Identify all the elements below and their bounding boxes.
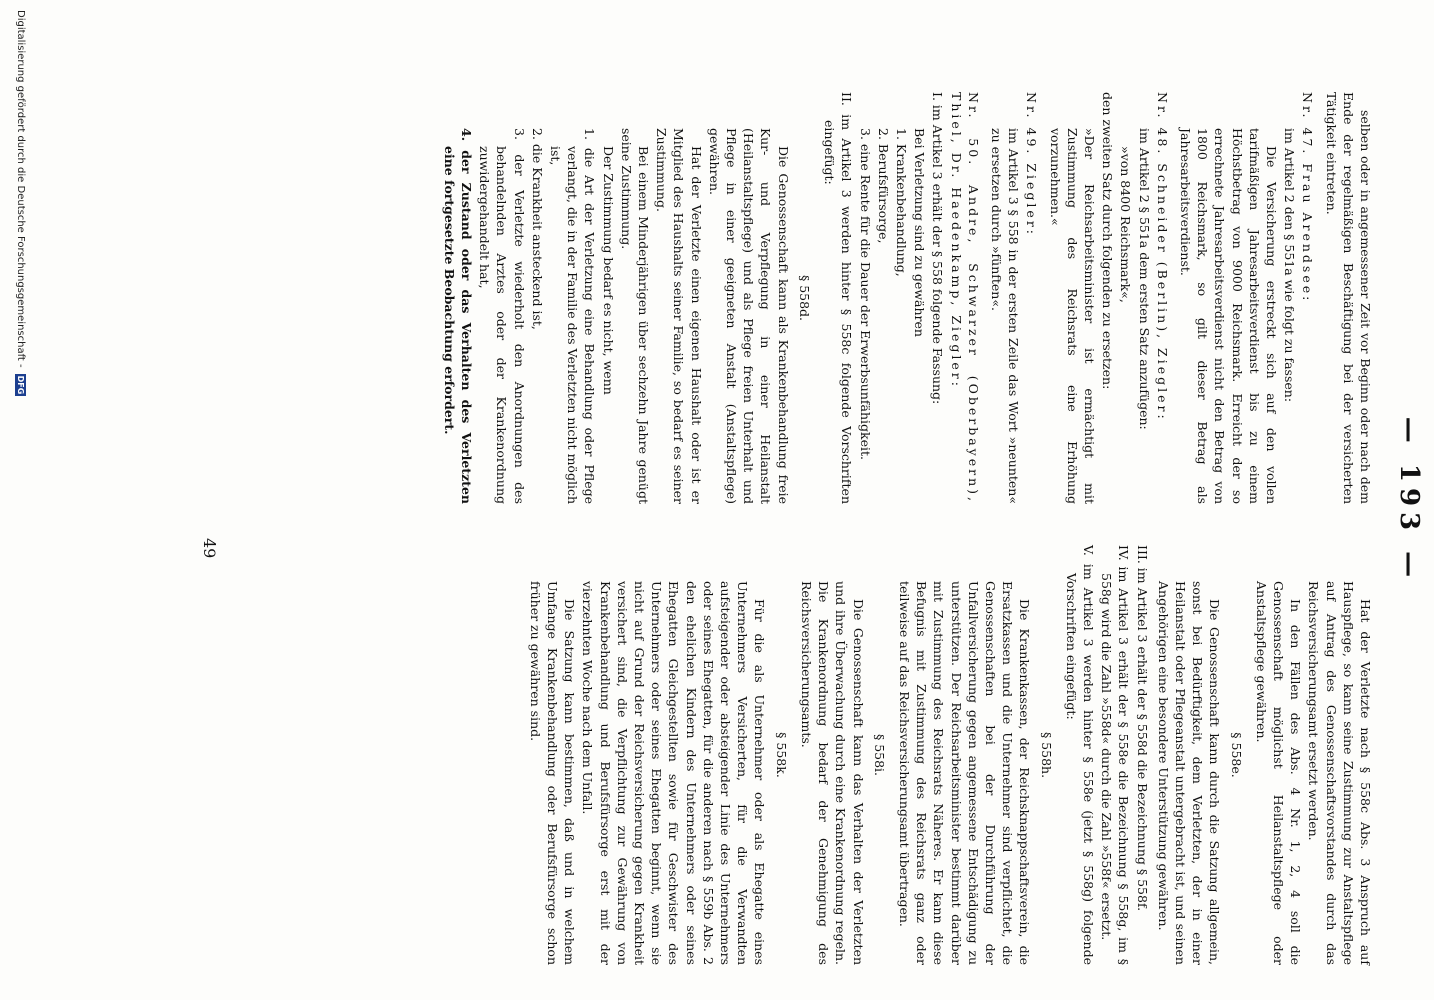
list-item: 3. eine Rente für die Dauer der Erwerbsunfähigkeit. [857, 128, 873, 460]
digitization-footer [15, 10, 26, 396]
page-header: — 193 — [1394, 416, 1424, 584]
section-title: § 558k. [773, 732, 789, 778]
paragraph: Die Genossenschaft kann das Verhalten der Verletzten und ihre Überwachung durch eine Krankenordnung regeln. Die Krankenordnung bedarf der Genehmigung des Reichsversicherungsamts. [798, 581, 866, 965]
paragraph: »von 8400 Reichsmark«, [1118, 146, 1134, 303]
paragraph: im Artikel 2 den § 551a wie folgt zu fassen: [1282, 128, 1298, 403]
paragraph: im Artikel 2 § 551a dem ersten Satz anzufügen: [1136, 128, 1152, 430]
section-title: § 558d. [796, 274, 812, 322]
paragraph: Die Krankenkassen, der Reichsknappschaftsverein, die Ersatzkassen und die Unternehmer sind verpflichtet, die Genossenschaften bei der Durchführung der Unfallversicherung gegen angemessene Entschädigung zu unterstützen. Der Reichsarbeitsminister bestimmt darüber mit Zustimmung des Reichsrats Näheres. Er kann diese Befugnis mit Zustimmung des Reichsrats ganz oder teilweise auf das Reichsversicherungsamt übertragen. [896, 581, 1033, 965]
motion-heading: Nr. 50. Andre, Schwarzer (Oberbayern), Thiel, Dr. Haedenkamp, Ziegler: [948, 92, 981, 504]
paragraph: Hat der Verletzte einen eigenen Haushalt oder ist er Mitglied des Haushalts seiner Familie, so bedarf es seiner Zustimmung. [654, 128, 704, 504]
paragraph: I. im Artikel 3 erhält der § 558 folgende Fassung: [930, 92, 946, 405]
page-number: 49 [200, 538, 219, 559]
motion-heading: Nr. 49. Ziegler: [1024, 92, 1040, 238]
paragraph: Bei Verletzung sind zu gewähren [912, 128, 928, 337]
paragraph: Der Zustimmung bedarf es nicht, wenn [600, 146, 616, 395]
list-item: 3. der Verletzte wiederholt den Anordnungen des behandelnden Arztes oder der Krankenordnung zuwidergehandelt hat, [477, 128, 527, 504]
paragraph: Für die als Unternehmer oder als Ehegatte eines Unternehmers Versicherten, für die Verwandten aufsteigender oder absteigender Linie des Unternehmers oder seines Ehegatten, für die anderen nach § 559b Abs. 2 den ehelichen Kindern des Unternehmers oder seines Ehegatten Gleichgestellten sowie für Geschwister des Unternehmers oder seines Ehegatten beginnt, wenn sie nicht auf Grund der Reichsversicherung gegen Krankheit versichert sind, die Verpflichtung zur Gewährung von Krankenbehandlung und Berufsfürsorge erst mit der vierzehnten Woche nach dem Unfall. [580, 581, 768, 965]
list-item: 2. die Krankheit ansteckend ist, [529, 128, 545, 330]
paragraph: »Der Reichsarbeitsminister ist ermächtigt mit Zustimmung des Reichsrats eine Erhöhung vorzunehmen.« [1047, 128, 1097, 504]
list-item: 4. der Zustand oder das Verhalten des Verletzten eine fortgesetzte Beobachtung erfordert. [441, 128, 475, 504]
paragraph: Die Genossenschaft kann als Krankenbehandlung freie Kur- und Verpflegung in einer Heilanstalt (Heilanstaltspflege) und als Pflege freien Unterhalt und Pflege in einer geeigneten Anstalt (Anstaltspflege) gewähren. [706, 128, 791, 504]
list-item: 1. die Art der Verletzung eine Behandlung oder Pflege verlangt, die in der Familie des Verletzten nicht möglich ist, [548, 128, 598, 504]
paragraph: Die Versicherung erstreckt sich auf den vollen tarifmäßigen Jahresarbeitsverdienst bis zu einem Höchstbetrag von 9000 Reichsmark. Erreicht der so errechnete Jahresarbeitsverdienst nicht den Betrag von 1800 Reichsmark, so gilt dieser Betrag als Jahresarbeitsverdienst. [1177, 128, 1279, 504]
paragraph: den zweiten Satz durch folgenden zu ersetzen: [1100, 92, 1116, 390]
paragraph: IV. im Artikel 3 erhält der § 558e die Bezeichnung § 558g, im § 558g wird die Zahl »558d« durch die Zahl »558f« ersetzt. [1099, 545, 1132, 965]
paragraph: selben oder in angemessener Zeit vor Beginn oder nach dem Ende der regelmäßigen Beschäftigung bei der versicherten Tätigkeit eintreten. [1323, 92, 1373, 504]
paragraph: Hat der Verletzte nach § 558c Abs. 3 Anspruch auf Hauspflege, so kann seine Zustimmung zur Anstaltspflege auf Antrag des Genossenschaftsvorstandes durch das Reichsversicherungsamt ersetzt werden. [1306, 581, 1373, 965]
list-item: 2. Berufsfürsorge, [875, 128, 891, 244]
section-title: § 558e. [1228, 732, 1244, 778]
paragraph: Die Satzung kann bestimmen, daß und in welchem Umfange Krankenbehandlung oder Berufsfürsorge schon früher zu gewähren sind. [527, 581, 578, 965]
paragraph: III. im Artikel 3 erhält der § 558d die Bezeichnung § 558f. [1134, 545, 1150, 912]
motion-heading: Nr. 48. Schneider (Berlin), Ziegler: [1154, 92, 1170, 422]
footer-text: Digitalisierung gefördert durch die Deutsche Forschungsgemeinschaft - [15, 10, 26, 368]
paragraph: Bei einem Minderjährigen über sechzehn Jahre genügt seine Zustimmung. [618, 128, 652, 504]
left-column [440, 92, 1374, 504]
paragraph: im Artikel 3 § 558 in der ersten Zeile das Wort »neunten« zu ersetzen durch »fünften«. [988, 128, 1022, 504]
dfg-logo: DFG [16, 375, 25, 395]
section-title: § 558i. [871, 733, 887, 777]
list-item: 1. Krankenbehandlung, [893, 128, 909, 277]
paragraph: Die Genossenschaft kann durch die Satzung allgemein, sonst bei Bedürftigkeit, dem Verletzten, der in einer Heilanstalt oder Pflegeanstalt untergebracht ist, und seinen Angehörigen eine besondere Unterstützung gewähren. [1155, 581, 1223, 965]
paragraph: V. im Artikel 3 werden hinter § 558e (jetzt § 558g) folgende Vorschriften eingefügt: [1063, 545, 1096, 965]
paragraph: In den Fällen des Abs. 4 Nr. 1, 2, 4 soll die Genossenschaft möglichst Heilanstaltspflege oder Anstaltspflege gewähren. [1253, 581, 1304, 965]
right-column [526, 545, 1374, 965]
motion-heading: Nr. 47. Frau Arendsee: [1300, 92, 1316, 304]
section-title: § 558h. [1038, 731, 1054, 779]
paragraph: II. im Artikel 3 werden hinter § 558c folgende Vorschriften eingefügt: [822, 92, 855, 504]
